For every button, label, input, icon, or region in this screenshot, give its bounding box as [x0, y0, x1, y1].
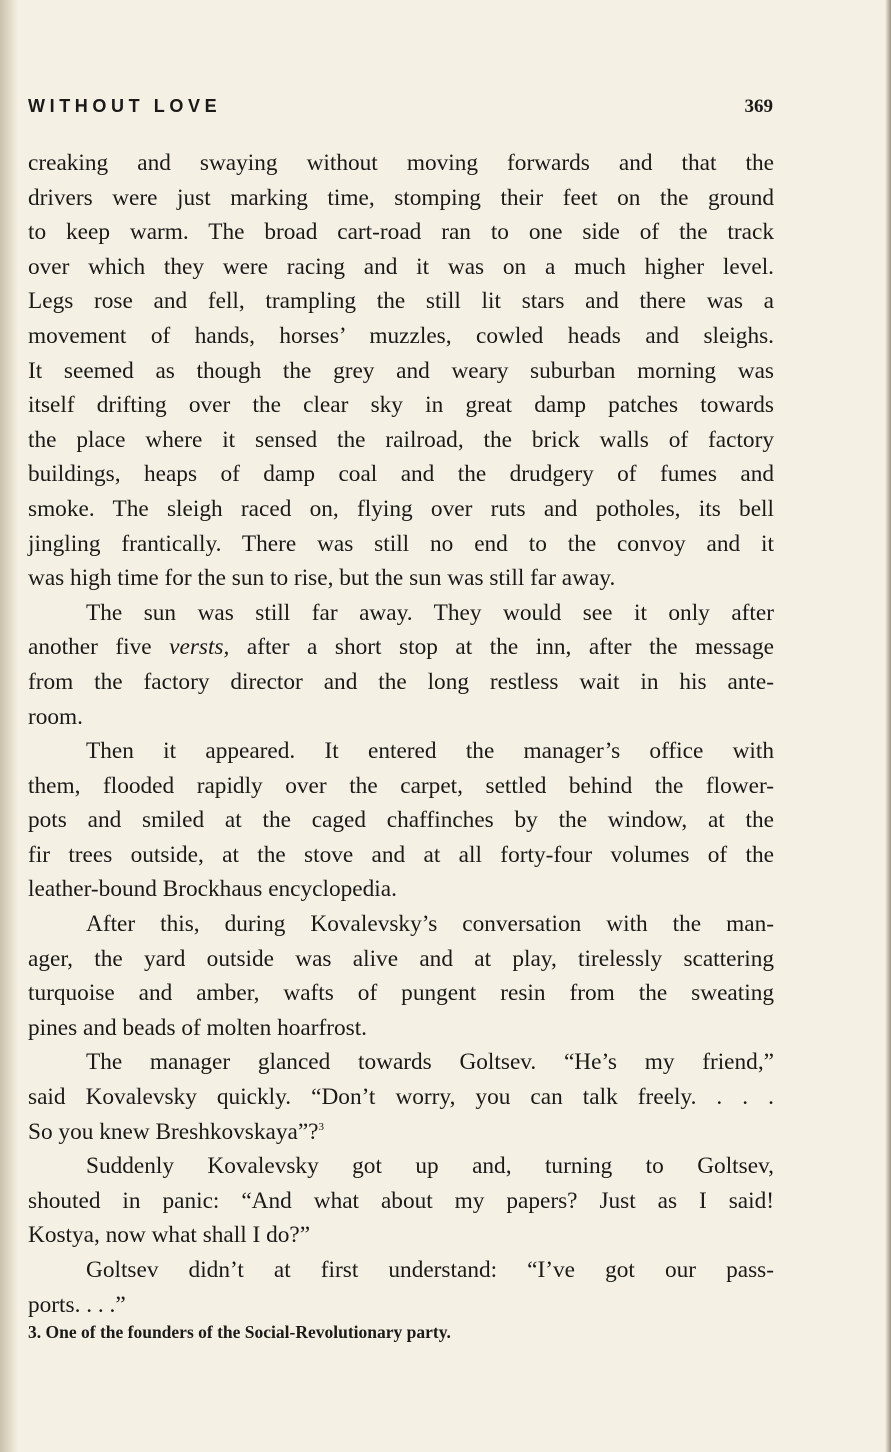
text-segment: pines and beads of molten hoarfrost.: [28, 1014, 368, 1041]
text-line: [28, 1115, 774, 1150]
text-line: [28, 457, 774, 492]
text-line: [28, 1011, 774, 1046]
text-segment: said Kovalevsky quickly. “Don’t worry, you can talk freely. . . .: [28, 1084, 774, 1111]
text-segment: to keep warm. The broad cart-road ran to one side of the track: [28, 219, 774, 246]
text-segment: fir trees outside, at the stove and at all forty-four volumes of the: [28, 841, 774, 868]
page-number: 369: [744, 96, 773, 117]
text-segment: movement of hands, horses’ muzzles, cowled heads and sleighs.: [28, 322, 774, 349]
page-edge-shadow: [885, 0, 891, 1452]
text-segment: Legs rose and fell, trampling the still lit stars and there was a: [28, 288, 774, 315]
text-segment: over which they were racing and it was on a much higher level.: [28, 253, 774, 280]
page-spine-shadow: [0, 0, 18, 1452]
text-line: [28, 907, 774, 942]
text-segment: was high time for the sun to rise, but the sun was still far away.: [28, 565, 616, 592]
text-segment: ager, the yard outside was alive and at play, tirelessly scattering: [28, 945, 774, 972]
text-line: [28, 527, 774, 562]
text-segment: Suddenly Kovalevsky got up and, turning to Goltsev,: [86, 1153, 774, 1180]
text-segment: It seemed as though the grey and weary suburban morning was: [28, 357, 774, 384]
text-line: [28, 838, 774, 873]
text-line: [28, 215, 774, 250]
text-line: [28, 1184, 774, 1219]
text-segment: itself drifting over the clear sky in great damp patches towards: [28, 392, 774, 419]
text-segment: Goltsev didn’t at first understand: “I’ve got our pass-: [86, 1257, 774, 1283]
text-line: [28, 942, 774, 977]
text-line: [28, 1218, 774, 1253]
text-line: [28, 872, 774, 907]
text-line: [28, 1149, 774, 1184]
page-header: [28, 96, 773, 118]
text-segment: So you knew Breshkovskaya”?: [28, 1118, 319, 1145]
text-segment: another five: [28, 634, 170, 661]
text-line: [28, 1045, 774, 1080]
text-segment: buildings, heaps of damp coal and the drudgery of fumes and: [28, 461, 774, 488]
text-segment: jingling frantically. There was still no end to the convoy and it: [28, 530, 774, 557]
text-segment: The sun was still far away. They would see it only after: [86, 599, 774, 626]
text-segment: ports. . . .”: [28, 1291, 126, 1318]
text-line: [28, 803, 774, 838]
running-head: WITHOUT LOVE: [28, 96, 222, 116]
text-segment: after a short stop at the inn, after the message: [229, 634, 774, 661]
text-segment: them, flooded rapidly over the carpet, settled behind the flower-: [28, 772, 774, 799]
text-line: [28, 181, 774, 216]
text-segment: shouted in panic: “And what about my papers? Just as I said!: [28, 1187, 774, 1214]
text-line: [28, 596, 774, 631]
body-text: [28, 146, 774, 1322]
text-segment: creaking and swaying without moving forwards and that the: [28, 150, 774, 176]
text-segment: pots and smiled at the caged chaffinches by the window, at the: [28, 807, 774, 834]
text-segment: from the factory director and the long restless wait in his ante-: [28, 668, 774, 695]
text-segment: turquoise and amber, wafts of pungent resin from the sweating: [28, 980, 774, 1007]
text-line: [28, 630, 774, 665]
text-line: [28, 250, 774, 285]
text-line: [28, 284, 774, 319]
text-line: [28, 492, 774, 527]
text-line: [28, 665, 774, 700]
footnote: 3. One of the founders of the Social-Revolutionary party.: [28, 1322, 451, 1342]
footnote-marker: 3: [318, 1120, 325, 1133]
text-line: [28, 1080, 774, 1115]
text-segment: smoke. The sleigh raced on, flying over ruts and potholes, its bell: [28, 495, 774, 522]
text-line: [28, 423, 774, 458]
text-line: [28, 354, 774, 389]
text-line: [28, 146, 774, 181]
text-segment: room.: [28, 703, 84, 730]
text-line: [28, 700, 774, 735]
text-line: [28, 388, 774, 423]
text-segment: Then it appeared. It entered the manager’s office with: [86, 738, 774, 765]
text-segment: leather-bound Brockhaus encyclopedia.: [28, 876, 397, 903]
text-line: [28, 561, 774, 596]
text-line: [28, 1288, 774, 1323]
text-segment: the place where it sensed the railroad, the brick walls of factory: [28, 426, 774, 453]
text-segment: drivers were just marking time, stomping their feet on the ground: [28, 184, 774, 211]
text-segment: After this, during Kovalevsky’s conversation with the man-: [86, 911, 774, 938]
text-segment: Kostya, now what shall I do?”: [28, 1222, 311, 1249]
text-line: [28, 319, 774, 354]
text-line: [28, 976, 774, 1011]
text-line: [28, 734, 774, 769]
text-line: [28, 1253, 774, 1288]
italic-term: versts,: [169, 634, 230, 661]
text-line: [28, 769, 774, 804]
text-segment: The manager glanced towards Goltsev. “He’s my friend,”: [86, 1049, 774, 1076]
